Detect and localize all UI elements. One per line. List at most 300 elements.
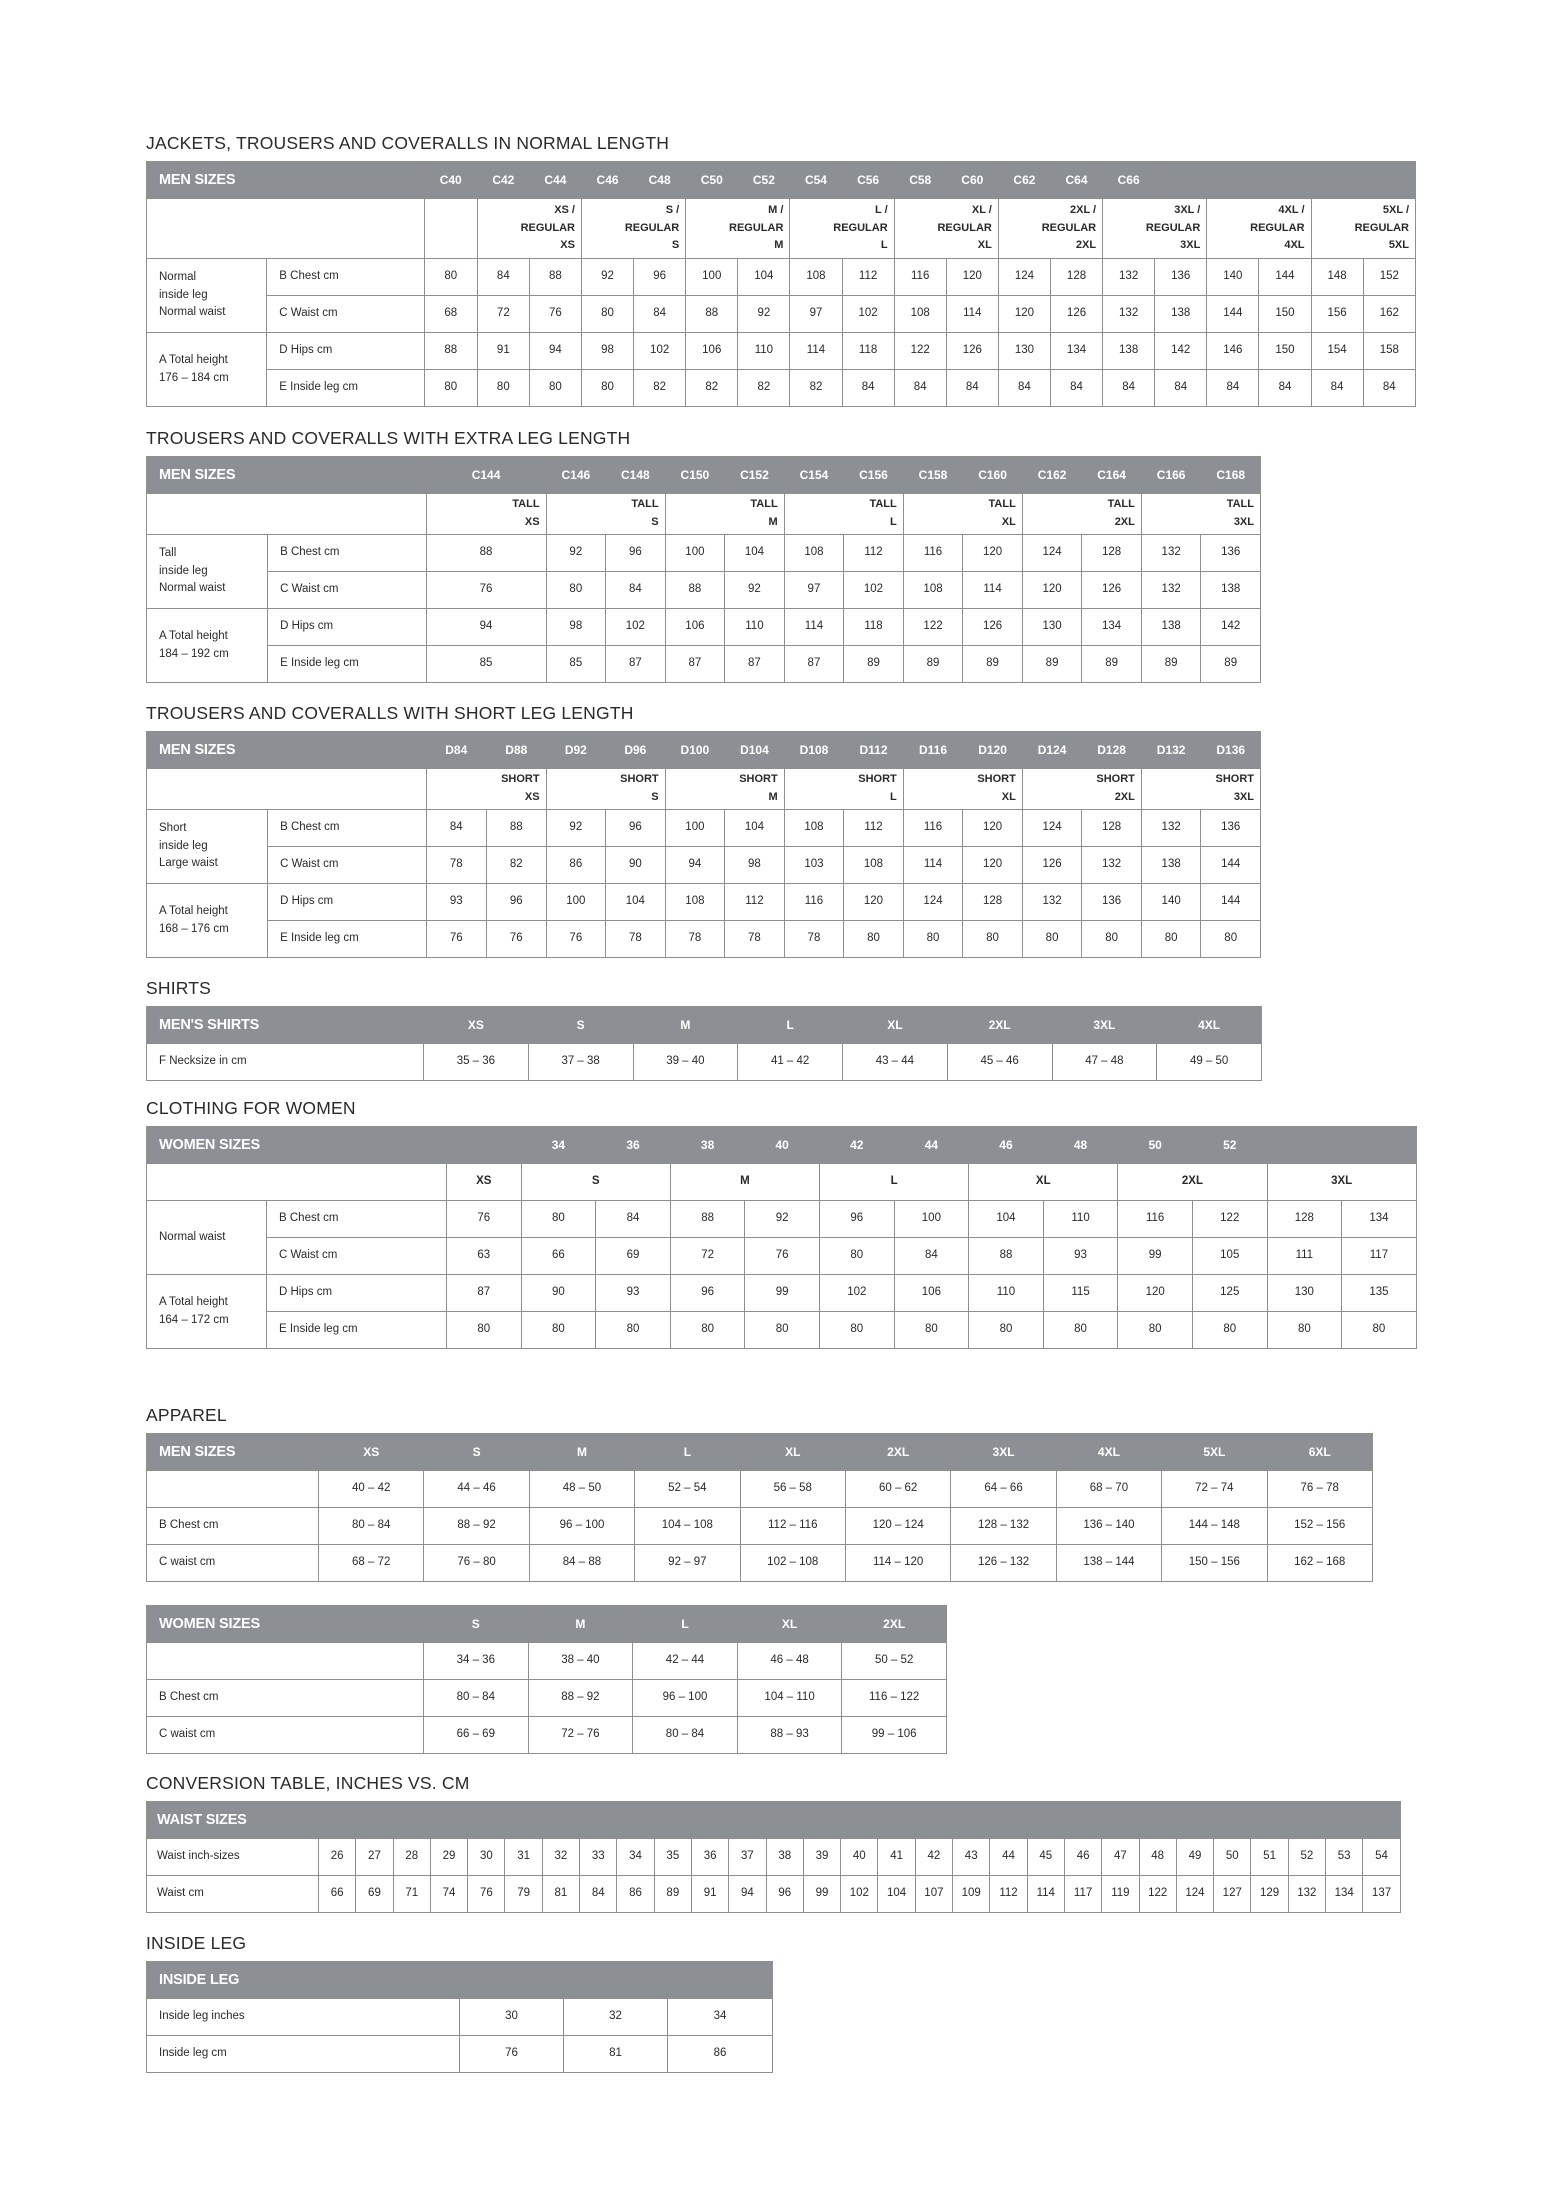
measurement-value: 39	[803, 1839, 840, 1876]
measurement-value: 89	[1141, 646, 1201, 683]
measurement-value: 144 – 148	[1162, 1508, 1267, 1545]
size-code: C150	[665, 457, 725, 494]
measurement-name: C Waist cm	[267, 1238, 447, 1275]
measurement-value: 110	[725, 609, 785, 646]
size-header-label: INSIDE LEG	[147, 1962, 773, 1999]
measurement-value: 80	[424, 259, 477, 296]
measurement-value: 84	[946, 370, 998, 407]
measurement-value: 110	[969, 1275, 1044, 1312]
measurement-value: 132	[1103, 259, 1155, 296]
measurement-value: 85	[426, 646, 546, 683]
measurement-value: 84	[426, 810, 487, 847]
header-row	[147, 1962, 773, 1999]
measurement-value: 128	[1050, 259, 1102, 296]
measurement-value: 32	[542, 1839, 579, 1876]
measurement-value: 76	[487, 921, 547, 958]
measurement-value: 39 – 40	[633, 1044, 738, 1081]
table-row	[147, 2036, 773, 2073]
fit-row	[147, 494, 1261, 535]
measurement-value: 122	[1139, 1876, 1176, 1913]
table-row	[147, 1201, 1417, 1238]
fit-label	[1103, 199, 1207, 259]
measurement-value: 76	[468, 1876, 505, 1913]
measurement-name: D Hips cm	[267, 1275, 447, 1312]
measurement-value: 27	[356, 1839, 393, 1876]
measurement-value: 80	[969, 1312, 1044, 1349]
measurement-value: 120	[1118, 1275, 1193, 1312]
table-row	[147, 1508, 1373, 1545]
measurement-value: 104	[725, 535, 785, 572]
size-code: D124	[1022, 732, 1082, 769]
measurement-value: 80	[1022, 921, 1082, 958]
empty-cell	[147, 1164, 447, 1201]
measurement-value: 112	[842, 259, 894, 296]
measurement-value: 108	[903, 572, 963, 609]
women-size-table	[146, 1126, 1417, 1349]
measurement-value: 162	[1363, 296, 1415, 333]
measurement-value: 90	[606, 847, 666, 884]
measurement-value: 76	[745, 1238, 820, 1275]
measurement-value: 124	[1022, 810, 1082, 847]
measurement-value: 128	[963, 884, 1023, 921]
measurement-value: 88	[487, 810, 547, 847]
section-title-normal-length: JACKETS, TROUSERS AND COVERALLS IN NORMAL LENGTH	[146, 133, 670, 153]
measurement-value: 76 – 80	[424, 1545, 529, 1582]
cell-line: REGULAR	[1250, 221, 1305, 234]
measurement-value: 92	[745, 1201, 820, 1238]
size-number: 34	[521, 1127, 596, 1164]
size-code: XS	[319, 1434, 424, 1471]
cell-line: L /	[875, 204, 888, 217]
measurement-value: 150 – 156	[1162, 1545, 1267, 1582]
measurement-value: 68 – 70	[1056, 1471, 1161, 1508]
table-row	[147, 810, 1261, 847]
measurement-value: 35	[654, 1839, 691, 1876]
size-header-label: MEN SIZES	[147, 457, 427, 494]
measurement-value: 84	[998, 370, 1050, 407]
cell-line: TALL	[512, 498, 540, 511]
cell-line: 4XL	[1284, 239, 1305, 252]
table-row	[147, 1312, 1417, 1349]
measurement-name: D Hips cm	[268, 884, 426, 921]
table-row	[147, 609, 1261, 646]
size-code: C164	[1082, 457, 1142, 494]
measurement-value: 132	[1141, 810, 1201, 847]
measurement-value: 43	[953, 1839, 990, 1876]
measurement-value: 110	[738, 333, 790, 370]
measurement-value: 37	[729, 1839, 766, 1876]
measurement-value: 80	[903, 921, 963, 958]
measurement-value: 88	[529, 259, 581, 296]
cell-line: TALL	[631, 498, 659, 511]
measurement-value: 115	[1043, 1275, 1118, 1312]
table-row	[147, 296, 1416, 333]
measurement-value: 88 – 92	[528, 1680, 633, 1717]
size-code: D88	[487, 732, 547, 769]
measurement-value: 118	[844, 609, 904, 646]
measurement-value: 44 – 46	[424, 1471, 529, 1508]
measurement-value: 120	[844, 884, 904, 921]
measurement-value: 80	[424, 370, 477, 407]
fit-row	[147, 199, 1416, 259]
measurement-value: 82	[738, 370, 790, 407]
size-number: 36	[596, 1127, 671, 1164]
measurement-value: 29	[430, 1839, 467, 1876]
table-row	[147, 572, 1261, 609]
header-row	[147, 1127, 1417, 1164]
measurement-value: 91	[691, 1876, 728, 1913]
measurement-value: 84	[1311, 370, 1363, 407]
measurement-value: 89	[654, 1876, 691, 1913]
cell-line: 3XL	[1180, 239, 1201, 252]
measurement-value: 87	[784, 646, 844, 683]
measurement-value: 108	[790, 259, 842, 296]
measurement-name: B Chest cm	[268, 535, 426, 572]
measurement-value: 122	[894, 333, 946, 370]
cell-line: Large waist	[159, 857, 218, 870]
measurement-value: 114	[903, 847, 963, 884]
size-code: L	[635, 1434, 740, 1471]
cell-line: inside leg	[159, 839, 208, 852]
measurement-value: 108	[784, 810, 844, 847]
size-code: 5XL	[1162, 1434, 1267, 1471]
measurement-value: 91	[477, 333, 529, 370]
measurement-value: 150	[1259, 333, 1311, 370]
measurement-name: C Waist cm	[268, 847, 426, 884]
measurement-value: 47	[1102, 1839, 1139, 1876]
measurement-value: 93	[596, 1275, 671, 1312]
measurement-name: E Inside leg cm	[267, 1312, 447, 1349]
measurement-value: 82	[790, 370, 842, 407]
measurement-value: 74	[430, 1876, 467, 1913]
measurement-value: 120	[963, 535, 1023, 572]
group-label	[147, 333, 267, 407]
measurement-value: 106	[686, 333, 738, 370]
measurement-value: 124	[1022, 535, 1082, 572]
measurement-value: 120	[963, 847, 1023, 884]
fit-label	[790, 199, 894, 259]
cell-line: S /	[665, 204, 680, 217]
measurement-value: 76	[529, 296, 581, 333]
measurement-value: 89	[903, 646, 963, 683]
measurement-value: 80	[581, 296, 633, 333]
measurement-name: B Chest cm	[267, 1201, 447, 1238]
measurement-name: F Necksize in cm	[147, 1044, 424, 1081]
header-row	[147, 162, 1416, 199]
measurement-value: 48 – 50	[529, 1471, 634, 1508]
measurement-value: 66	[319, 1876, 356, 1913]
measurement-value: 76	[426, 921, 487, 958]
fit-label	[546, 494, 665, 535]
size-code: C148	[606, 457, 666, 494]
cell-line: Normal waist	[159, 1230, 226, 1243]
measurement-value: 76	[426, 572, 546, 609]
size-code: C42	[477, 162, 529, 199]
table-row	[147, 535, 1261, 572]
measurement-value: 80	[529, 370, 581, 407]
measurement-value: 80	[894, 1312, 969, 1349]
measurement-value: 78	[665, 921, 725, 958]
measurement-value: 87	[606, 646, 666, 683]
cell-line: 5XL	[1388, 239, 1409, 252]
measurement-value: 92	[546, 810, 606, 847]
measurement-value: 47 – 48	[1052, 1044, 1157, 1081]
measurement-value: 46 – 48	[737, 1643, 842, 1680]
measurement-value: 112 – 116	[740, 1508, 845, 1545]
measurement-value: 126	[1022, 847, 1082, 884]
cell-line: SHORT	[501, 773, 540, 786]
cell-line: TALL	[869, 498, 897, 511]
measurement-value: 80	[581, 370, 633, 407]
fit-label	[665, 494, 784, 535]
cell-line: M	[768, 791, 778, 803]
cell-line: XS	[524, 791, 540, 803]
section-title-women: CLOTHING FOR WOMEN	[146, 1098, 356, 1118]
cell-line: 2XL	[1114, 516, 1135, 528]
measurement-value: 119	[1102, 1876, 1139, 1913]
table-row	[147, 921, 1261, 958]
measurement-value: 38 – 40	[528, 1643, 633, 1680]
measurement-value: 94	[529, 333, 581, 370]
measurement-value: 132	[1022, 884, 1082, 921]
measurement-value: 82	[634, 370, 686, 407]
cell-line: 3XL /	[1174, 204, 1201, 217]
group-label	[147, 810, 268, 884]
cell-line: A Total height	[159, 629, 228, 642]
measurement-value: 142	[1155, 333, 1207, 370]
measurement-value: 72	[477, 296, 529, 333]
size-header-label: WOMEN SIZES	[147, 1127, 447, 1164]
measurement-value: 99 – 106	[842, 1717, 947, 1754]
empty-cell	[147, 769, 427, 810]
measurement-value: 89	[1022, 646, 1082, 683]
fit-label	[477, 199, 581, 259]
size-code: C152	[725, 457, 785, 494]
measurement-value: 126	[946, 333, 998, 370]
size-code: C160	[963, 457, 1023, 494]
measurement-value: 88	[424, 333, 477, 370]
measurement-name: D Hips cm	[268, 609, 426, 646]
measurement-name: E Inside leg cm	[267, 370, 424, 407]
measurement-value: 41	[878, 1839, 915, 1876]
measurement-value: 69	[596, 1238, 671, 1275]
measurement-name: B Chest cm	[147, 1680, 424, 1717]
measurement-value: 144	[1201, 847, 1261, 884]
measurement-name: B Chest cm	[267, 259, 424, 296]
measurement-value: 68 – 72	[319, 1545, 424, 1582]
fit-label	[1207, 199, 1311, 259]
measurement-value: 72 – 76	[528, 1717, 633, 1754]
cell-line: REGULAR	[833, 221, 888, 234]
size-code: C52	[738, 162, 790, 199]
fit-label	[903, 769, 1022, 810]
size-header-label: MEN SIZES	[147, 1434, 319, 1471]
measurement-value: 128	[1082, 535, 1142, 572]
measurement-value: 152	[1363, 259, 1415, 296]
measurement-value: 142	[1201, 609, 1261, 646]
cell-line: REGULAR	[520, 221, 575, 234]
measurement-value: 114	[1027, 1876, 1064, 1913]
measurement-value: 84	[580, 1876, 617, 1913]
measurement-value: 112	[844, 535, 904, 572]
fit-label	[784, 769, 903, 810]
measurement-value: 80	[1082, 921, 1142, 958]
measurement-value: 136	[1201, 810, 1261, 847]
measurement-value: 90	[521, 1275, 596, 1312]
measurement-value: 114	[784, 609, 844, 646]
measurement-value: 104	[878, 1876, 915, 1913]
measurement-value: 38	[766, 1839, 803, 1876]
measurement-value: 48	[1139, 1839, 1176, 1876]
measurement-value: 84	[596, 1201, 671, 1238]
measurement-value: 104 – 108	[635, 1508, 740, 1545]
group-label	[147, 1275, 267, 1349]
size-number: 40	[745, 1127, 820, 1164]
size-letter: L	[819, 1164, 968, 1201]
measurement-value: 80 – 84	[633, 1717, 738, 1754]
size-header-label: WAIST SIZES	[147, 1802, 1401, 1839]
size-number: 44	[894, 1127, 969, 1164]
measurement-value: 98	[581, 333, 633, 370]
measurement-value: 84	[634, 296, 686, 333]
measurement-value: 80	[596, 1312, 671, 1349]
measurement-name: B Chest cm	[147, 1508, 319, 1545]
section-title-short-leg: TROUSERS AND COVERALLS WITH SHORT LEG LENGTH	[146, 703, 634, 723]
measurement-value: 80	[521, 1312, 596, 1349]
cell-line: inside leg	[159, 564, 208, 577]
measurement-value: 88	[665, 572, 725, 609]
measurement-value: 80	[1118, 1312, 1193, 1349]
size-code: C54	[790, 162, 842, 199]
measurement-value: 80	[670, 1312, 745, 1349]
table-row	[147, 1717, 947, 1754]
measurement-value: 80	[963, 921, 1023, 958]
size-code: S	[424, 1606, 529, 1643]
measurement-value: 28	[393, 1839, 430, 1876]
measurement-value: 49	[1176, 1839, 1213, 1876]
size-code: D104	[725, 732, 785, 769]
measurement-value: 80	[1342, 1312, 1417, 1349]
table-row	[147, 1643, 947, 1680]
size-code: XL	[737, 1606, 842, 1643]
measurement-value: 126	[963, 609, 1023, 646]
cell-line: inside leg	[159, 288, 208, 301]
measurement-value: 80	[745, 1312, 820, 1349]
measurement-value: 92	[738, 296, 790, 333]
measurement-value: 100	[546, 884, 606, 921]
measurement-value: 122	[1192, 1201, 1267, 1238]
measurement-value: 80 – 84	[424, 1680, 529, 1717]
size-code: XL	[843, 1007, 948, 1044]
section-title-inside-leg: INSIDE LEG	[146, 1933, 247, 1953]
measurement-value: 84	[606, 572, 666, 609]
measurement-value: 93	[1043, 1238, 1118, 1275]
measurement-value: 116	[1118, 1201, 1193, 1238]
measurement-value: 124	[903, 884, 963, 921]
group-label	[147, 1201, 267, 1275]
measurement-value: 34	[668, 1999, 773, 2036]
size-number: 52	[1192, 1127, 1267, 1164]
measurement-value: 104	[738, 259, 790, 296]
cell-line: 4XL /	[1278, 204, 1305, 217]
empty-cell	[147, 199, 425, 259]
fit-label	[1141, 494, 1260, 535]
size-code: C56	[842, 162, 894, 199]
measurement-value: 112	[990, 1876, 1027, 1913]
measurement-value: 138	[1141, 609, 1201, 646]
measurement-value: 108	[784, 535, 844, 572]
measurement-value: 125	[1192, 1275, 1267, 1312]
measurement-value: 138	[1141, 847, 1201, 884]
measurement-name: E Inside leg cm	[268, 921, 426, 958]
size-code: C168	[1201, 457, 1261, 494]
size-code: D128	[1082, 732, 1142, 769]
measurement-value: 107	[915, 1876, 952, 1913]
measurement-value: 120	[963, 810, 1023, 847]
size-code: 4XL	[1056, 1434, 1161, 1471]
measurement-value: 129	[1251, 1876, 1288, 1913]
measurement-value: 43 – 44	[843, 1044, 948, 1081]
measurement-value: 96	[766, 1876, 803, 1913]
measurement-value: 89	[1082, 646, 1142, 683]
measurement-name: C waist cm	[147, 1717, 424, 1754]
measurement-value: 114 – 120	[845, 1545, 950, 1582]
measurement-value: 117	[1064, 1876, 1101, 1913]
cell-line: TALL	[1226, 498, 1254, 511]
measurement-value: 87	[447, 1275, 522, 1312]
inside-leg-table	[146, 1961, 773, 2073]
measurement-value: 53	[1326, 1839, 1363, 1876]
size-header-label: MEN SIZES	[147, 732, 427, 769]
size-header-label: MEN SIZES	[147, 162, 425, 199]
cell-line: 2XL	[1075, 239, 1097, 252]
cell-line: REGULAR	[1354, 221, 1409, 234]
measurement-value: 138	[1201, 572, 1261, 609]
measurement-value: 102	[841, 1876, 878, 1913]
measurement-value: 102	[844, 572, 904, 609]
cell-line: 184 – 192 cm	[159, 647, 229, 660]
empty-header-cell	[1267, 1127, 1416, 1164]
measurement-value: 130	[998, 333, 1050, 370]
measurement-value: 135	[1342, 1275, 1417, 1312]
size-code: C64	[1050, 162, 1102, 199]
size-number: 48	[1043, 1127, 1118, 1164]
measurement-value: 52 – 54	[635, 1471, 740, 1508]
measurement-value: 96	[670, 1275, 745, 1312]
cell-line: Normal waist	[159, 582, 226, 595]
measurement-value: 92	[546, 535, 606, 572]
empty-header-cell	[1155, 162, 1416, 199]
measurement-value: 96	[819, 1201, 894, 1238]
header-row	[147, 1606, 947, 1643]
section-title-extra-leg: TROUSERS AND COVERALLS WITH EXTRA LEG LENGTH	[146, 428, 631, 448]
apparel-men-size-table	[146, 1433, 1373, 1582]
measurement-value: 100	[686, 259, 738, 296]
measurement-value: 108	[894, 296, 946, 333]
measurement-value: 117	[1342, 1238, 1417, 1275]
measurement-value: 63	[447, 1238, 522, 1275]
measurement-value: 45 – 46	[947, 1044, 1052, 1081]
measurement-value: 37 – 38	[528, 1044, 633, 1081]
table-row	[147, 1839, 1401, 1876]
header-row	[147, 1434, 1373, 1471]
measurement-name: D Hips cm	[267, 333, 424, 370]
measurement-value: 66	[521, 1238, 596, 1275]
measurement-value: 84	[1103, 370, 1155, 407]
size-code: D112	[844, 732, 904, 769]
cell-line: L	[880, 239, 888, 252]
measurement-value: 136	[1155, 259, 1207, 296]
